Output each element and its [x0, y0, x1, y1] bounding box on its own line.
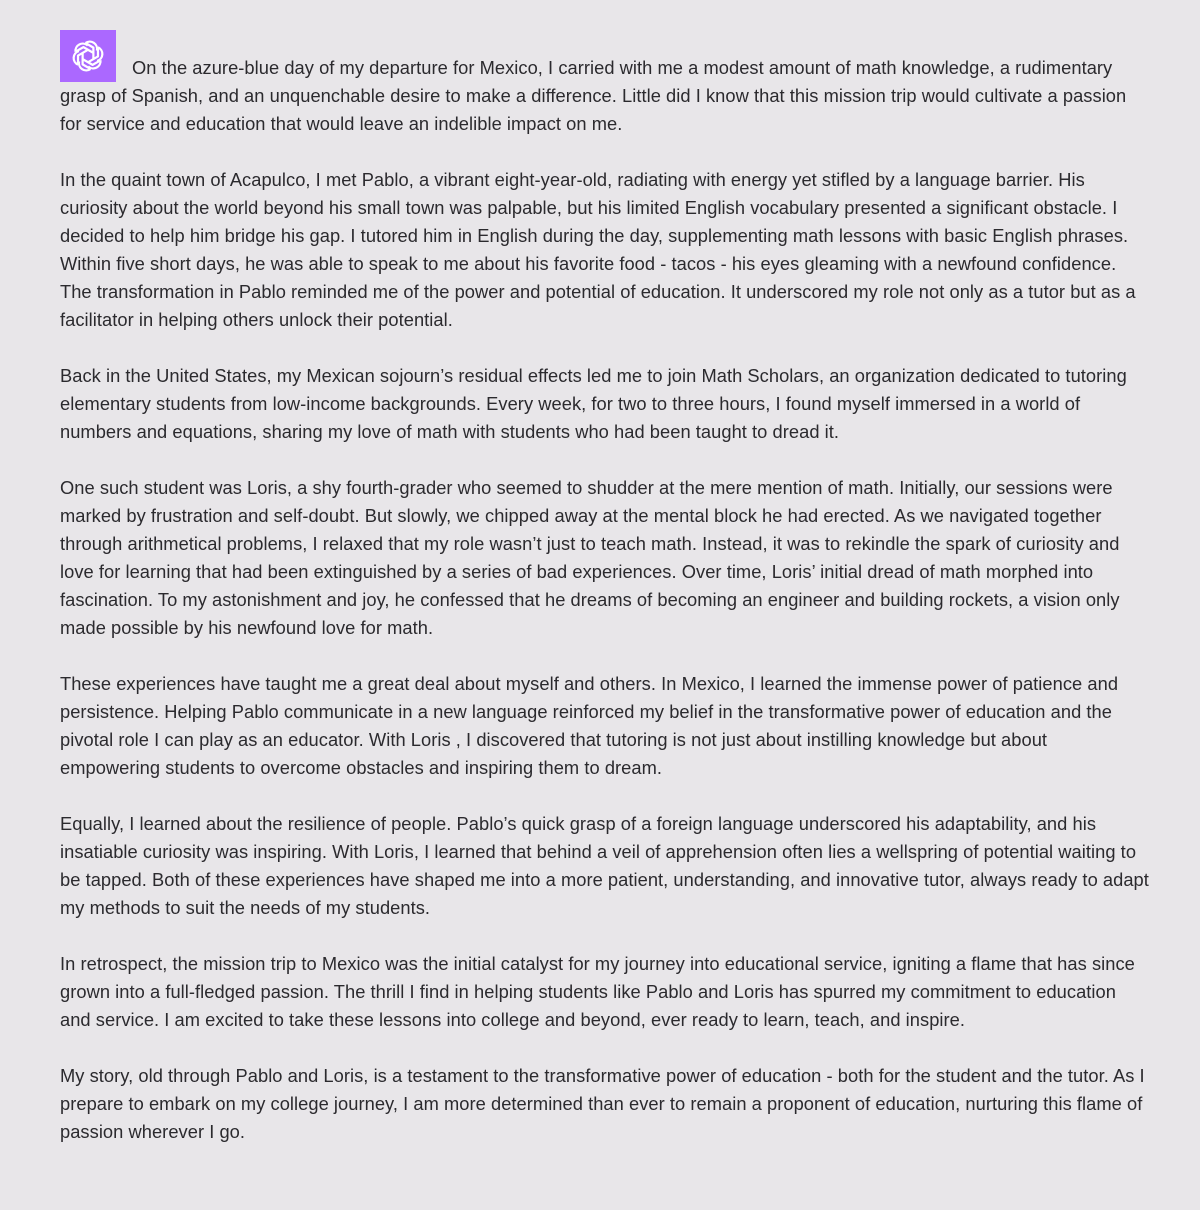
essay-paragraph-1: On the azure-blue day of my departure for Mexico, I carried with me a modest amount of math knowledge, a rudimentary grasp of Spanish, and an unquenchable desire to make a difference. Little did I know that this mission trip would cultivate a passion for service and education that would leave an indelible impact on me. [60, 57, 1127, 134]
assistant-avatar [60, 30, 116, 82]
openai-logo-icon [69, 37, 107, 75]
essay-paragraph-8: My story, old through Pablo and Loris, is a testament to the transformative power of education - both for the student and the tutor. As I prepare to embark on my college journey, I am more determined than ever to remain a proponent of education, nurturing this flame of passion wherever I go. [60, 1065, 1145, 1142]
essay-paragraph-6: Equally, I learned about the resilience of people. Pablo’s quick grasp of a foreign language underscored his adaptability, and his insatiable curiosity was inspiring. With Loris, I learned that behind a veil of apprehension often lies a wellspring of potential waiting to be tapped. Both of these experiences have shaped me into a more patient, understanding, and innovative tutor, always ready to adapt my methods to suit the needs of my students. [60, 813, 1149, 918]
essay-paragraph-3: Back in the United States, my Mexican sojourn’s residual effects led me to join Math Scholars, an organization dedicated to tutoring elementary students from low-income backgrounds. Every week, for two to three hours, I found myself immersed in a world of numbers and equations, sharing my love of math with students who had been taught to dread it. [60, 365, 1127, 442]
essay-paragraph-5: These experiences have taught me a great deal about myself and others. In Mexico, I learned the immense power of patience and persistence. Helping Pablo communicate in a new language reinforced my belief in the transformative power of education and the pivotal role I can play as an educator. With Loris , I discovered that tutoring is not just about instilling knowledge but about empowering students to overcome obstacles and inspiring them to dream. [60, 673, 1119, 778]
assistant-message [60, 28, 1150, 1174]
essay-paragraph-2: In the quaint town of Acapulco, I met Pablo, a vibrant eight-year-old, radiating with energy yet stifled by a language barrier. His curiosity about the world beyond his small town was palpable, but his limited English vocabulary presented a significant obstacle. I decided to help him bridge his gap. I tutored him in English during the day, supplementing math lessons with basic English phrases. Within five short days, he was able to speak to me about his favorite food - tacos - his eyes gleaming with a newfound confidence. The transformation in Pablo reminded me of the power and potential of education. It underscored my role not only as a tutor but as a facilitator in helping others unlock their potential. [60, 169, 1136, 330]
essay-paragraph-4: One such student was Loris, a shy fourth-grader who seemed to shudder at the mere mention of math. Initially, our sessions were marked by frustration and self-doubt. But slowly, we chipped away at the mental block he had erected. As we navigated together through arithmetical problems, I relaxed that my role wasn’t just to teach math. Instead, it was to rekindle the spark of curiosity and love for learning that had been extinguished by a series of bad experiences. Over time, Loris’ initial dread of math morphed into fascination. To my astonishment and joy, he confessed that he dreams of becoming an engineer and building rockets, a vision only made possible by his newfound love for math. [60, 477, 1120, 638]
essay-paragraph-7: In retrospect, the mission trip to Mexico was the initial catalyst for my journey into educational service, igniting a flame that has since grown into a full-fledged passion. The thrill I find in helping students like Pablo and Loris has spurred my commitment to education and service. I am excited to take these lessons into college and beyond, ever ready to learn, teach, and inspire. [60, 953, 1135, 1030]
